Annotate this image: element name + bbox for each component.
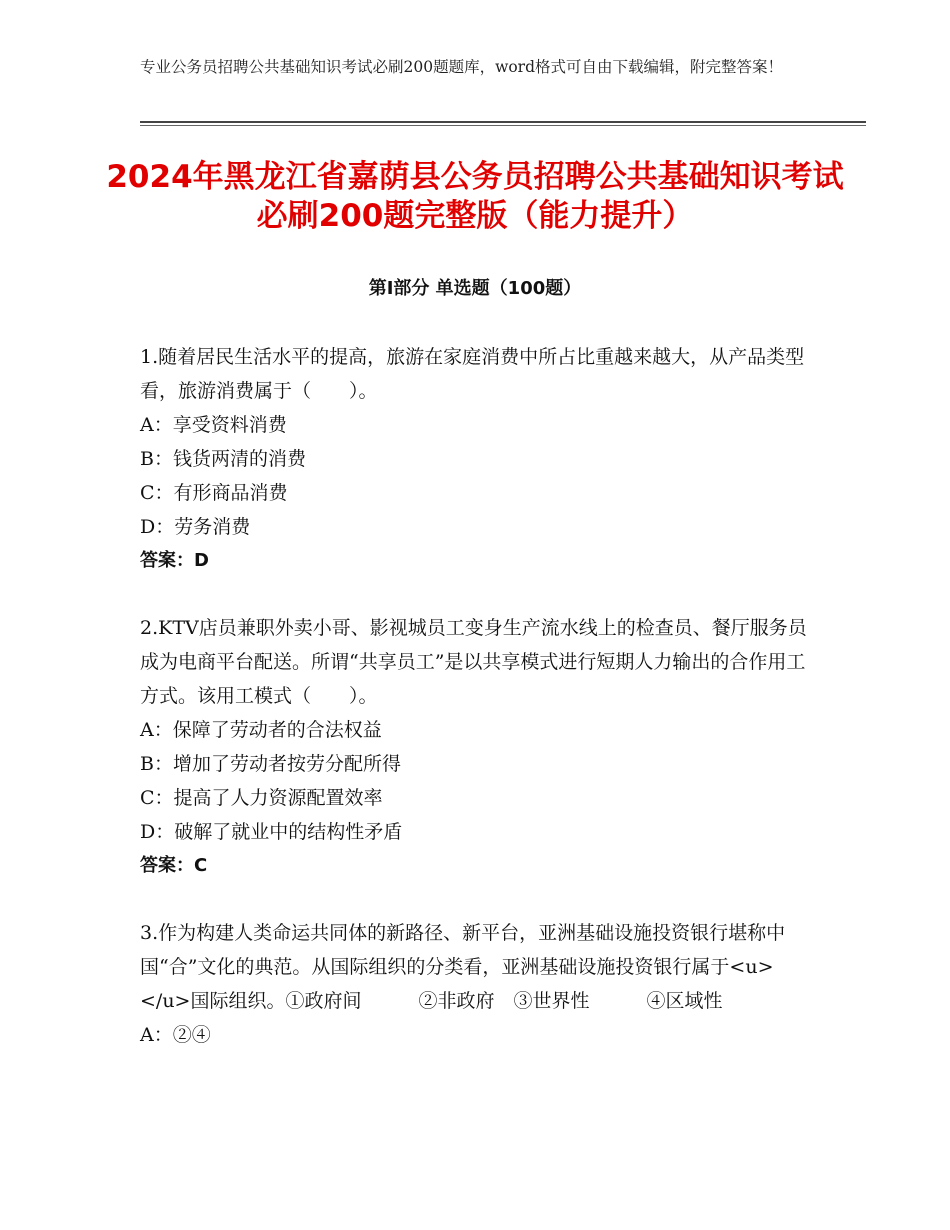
answer: 答案：D: [140, 550, 209, 571]
option-d: D：劳务消费: [140, 516, 251, 538]
option-b: B：增加了劳动者按劳分配所得: [140, 753, 401, 775]
question-stem: 3.作为构建人类命运共同体的新路径、新平台，亚洲基础设施投资银行堪称中国“合”文化的典范。从国际组织的分类看，亚洲基础设施投资银行属于<u> </u>国际组织。①政府间 ②非政府 ③世界性 ④区域性: [140, 922, 850, 1012]
option-c: C：提高了人力资源配置效率: [140, 787, 383, 809]
option-b: B：钱货两清的消费: [140, 448, 306, 470]
header-rule: [140, 121, 866, 123]
answer: 答案：C: [140, 855, 208, 876]
question-stem: 1.随着居民生活水平的提高，旅游在家庭消费中所占比重越来越大，从产品类型看，旅游消费属于（ ）。: [140, 346, 805, 402]
question-stem: 2.KTV店员兼职外卖小哥、影视城员工变身生产流水线上的检查员、餐厅服务员成为电商平台配送。所谓“共享员工”是以共享模式进行短期人力输出的合作用工方式。该用工模式（ ）。: [140, 617, 807, 707]
question-1: [140, 340, 815, 578]
header-note: 专业公务员招聘公共基础知识考试必刷200题题库，word格式可自由下载编辑，附完整答案！: [140, 58, 784, 76]
option-a: A：保障了劳动者的合法权益: [140, 719, 382, 741]
question-list: [140, 340, 850, 1085]
option-a: A：享受资料消费: [140, 414, 287, 436]
question-3: [140, 916, 850, 1052]
option-d: D：破解了就业中的结构性矛盾: [140, 821, 403, 843]
document-title: 2024年黑龙江省嘉荫县公务员招聘公共基础知识考试必刷200题完整版（能力提升）: [106, 159, 844, 234]
option-a: A：②④: [140, 1024, 211, 1046]
option-c: C：有形商品消费: [140, 482, 288, 504]
section-heading: 第Ⅰ部分 单选题（100题）: [368, 278, 582, 299]
question-2: [140, 611, 815, 883]
header-rule-thin: [140, 125, 866, 126]
